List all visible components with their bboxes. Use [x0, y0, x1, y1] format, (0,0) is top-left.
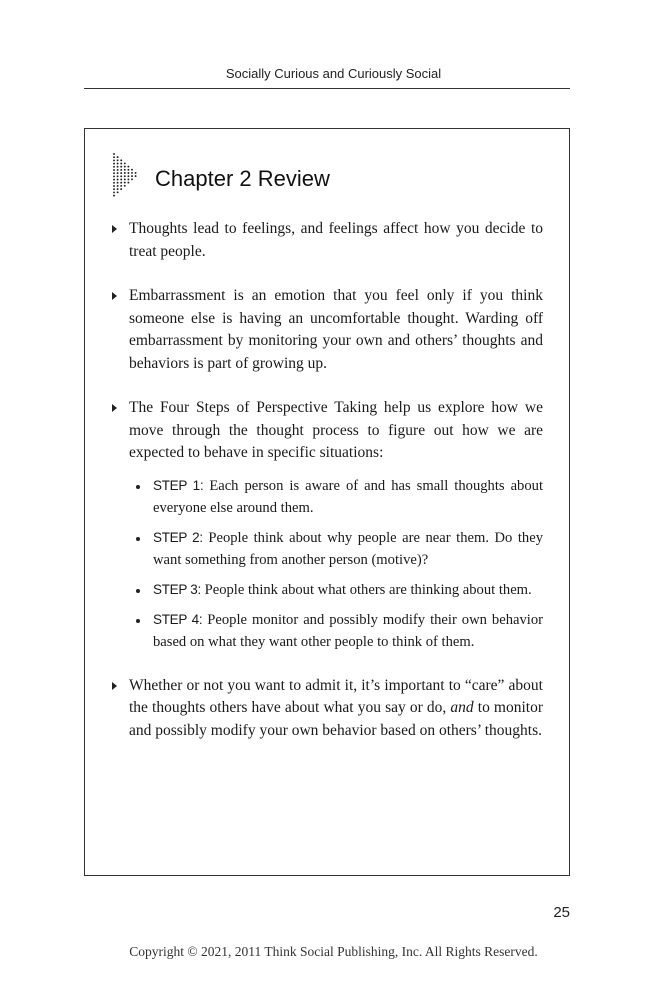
bullet-text: Thoughts lead to feelings, and feelings affect how you decide to treat people. — [129, 220, 543, 260]
bullet-text-emphasis: and — [450, 699, 474, 716]
step-item-3 — [129, 579, 543, 601]
step-label: STEP 2: — [153, 529, 203, 545]
triangle-bullet-icon — [112, 225, 117, 233]
review-bullet-3 — [105, 397, 543, 653]
step-item-1 — [129, 475, 543, 519]
review-bullet-1 — [105, 218, 543, 263]
step-item-4 — [129, 609, 543, 653]
triangle-bullet-icon — [112, 292, 117, 300]
dot-bullet-icon — [136, 485, 140, 489]
step-text: People monitor and possibly modify their own behavior based on what they want other people to think of them. — [153, 611, 543, 650]
page-number: 25 — [553, 904, 570, 921]
chapter-review-title: Chapter 2 Review — [155, 166, 330, 191]
triangle-bullet-icon — [112, 682, 117, 690]
dot-triangle-icon — [112, 151, 142, 201]
bullet-text: The Four Steps of Perspective Taking help us explore how we move through the thought process to figure out how we are expected to behave in specific situations: — [129, 399, 543, 461]
bullet-text-after: to monitor and possibly modify your own behavior based on others’ thoughts. — [129, 699, 544, 739]
bullet-text-before: Whether or not you want to admit it, it’s important to “care” about the thoughts others have about what you say or do, — [129, 676, 543, 716]
running-header: Socially Curious and Curiously Social — [225, 66, 442, 81]
step-label: STEP 4: — [153, 611, 203, 627]
perspective-steps-list — [129, 475, 543, 653]
step-text: Each person is aware of and has small thoughts about everyone else around them. — [153, 477, 544, 516]
step-label: STEP 3: — [153, 581, 201, 597]
review-bullet-2 — [105, 285, 543, 375]
dot-bullet-icon — [136, 589, 140, 593]
dot-bullet-icon — [136, 619, 140, 623]
copyright-notice: Copyright © 2021, 2011 Think Social Publishing, Inc. All Rights Reserved. — [129, 944, 538, 959]
step-label: STEP 1: — [153, 477, 204, 493]
review-bullet-4 — [105, 675, 543, 743]
review-bullet-list — [105, 218, 543, 764]
bullet-text: Embarrassment is an emotion that you feel only if you think someone else is having an uncomfortable thought. Warding off embarrassment by monitoring your own and others’ thoughts and behaviors is part of growing up. — [129, 287, 543, 372]
step-text: People think about what others are thinking about them. — [204, 581, 532, 598]
dot-bullet-icon — [136, 537, 140, 541]
step-item-2 — [129, 527, 543, 571]
header-rule — [84, 88, 570, 89]
triangle-bullet-icon — [112, 404, 117, 412]
chapter-review-box — [84, 128, 570, 876]
step-text: People think about why people are near them. Do they want something from another person (motive)? — [153, 529, 543, 568]
